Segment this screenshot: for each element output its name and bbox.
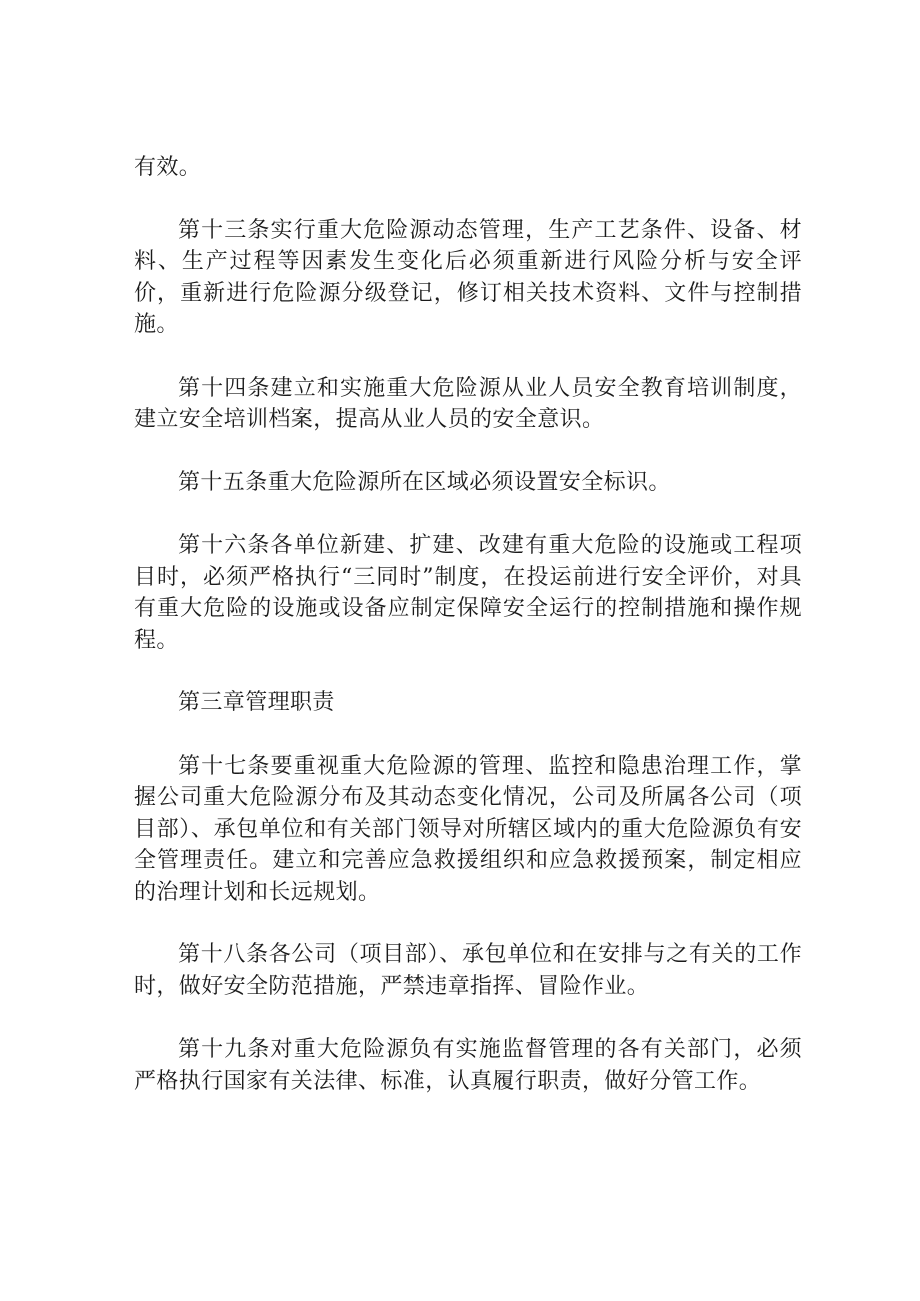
article-13: 第十三条实行重大危险源动态管理，生产工艺条件、设备、材料、生产过程等因素发生变化后必须重新进行风险分析与安全评价，重新进行危险源分级登记，修订相关技术资料、文件与控制措施。 (134, 217, 802, 337)
chapter-3-heading: 第三章管理职责 (178, 690, 335, 715)
article-16: 第十六条各单位新建、扩建、改建有重大危险的设施或工程项目时，必须严格执行“三同时”制度，在投运前进行安全评价，对具有重大危险的设施或设备应制定保障安全运行的控制措施和操作规程。 (134, 533, 802, 653)
paragraph-continuation: 有效。 (134, 155, 202, 180)
article-14: 第十四条建立和实施重大危险源从业人员安全教育培训制度，建立安全培训档案，提高从业人员的安全意识。 (134, 375, 802, 432)
article-15: 第十五条重大危险源所在区域必须设置安全标识。 (178, 469, 671, 495)
article-18: 第十八条各公司（项目部）、承包单位和在安排与之有关的工作时，做好安全防范措施，严禁违章指挥、冒险作业。 (134, 942, 802, 999)
document-body (134, 152, 802, 1097)
article-17: 第十七条要重视重大危险源的管理、监控和隐患治理工作，掌握公司重大危险源分布及其动态变化情况，公司及所属各公司（项目部）、承包单位和有关部门领导对所辖区域内的重大危险源负有安全管理责任。建立和完善应急救援组织和应急救援预案，制定相应的治理计划和长远规划。 (134, 753, 802, 905)
article-19: 第十九条对重大危险源负有实施监督管理的各有关部门，必须严格执行国家有关法律、标准，认真履行职责，做好分管工作。 (134, 1037, 802, 1094)
